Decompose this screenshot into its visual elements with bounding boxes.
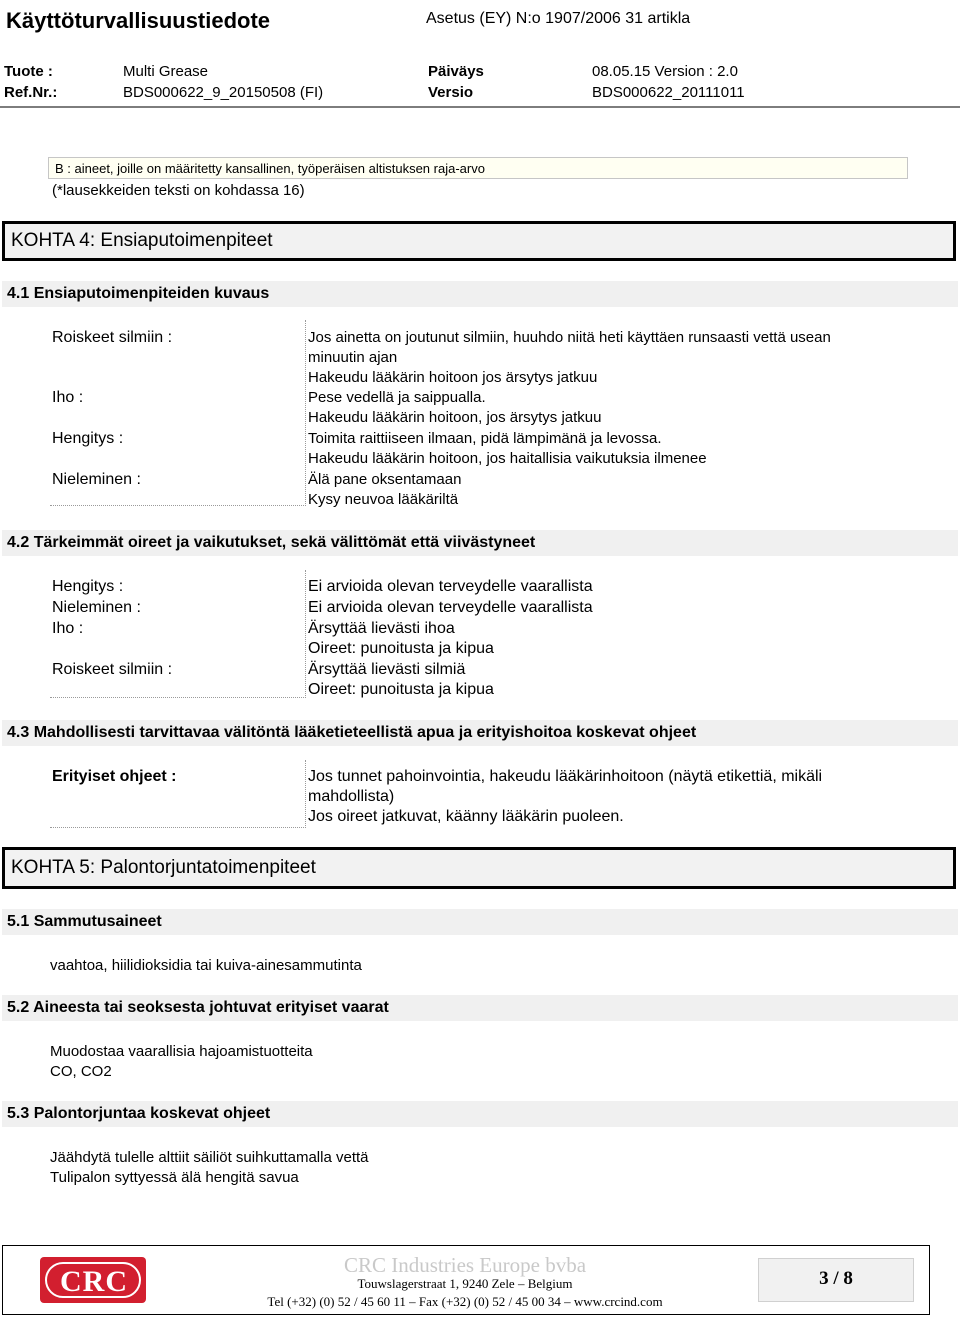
text-line: vaahtoa, hiilidioksidia tai kuiva-ainesammutinta: [50, 957, 362, 974]
text-line: CO, CO2: [50, 1063, 112, 1080]
text-line: Toimita raittiiseen ilmaan, pidä lämpimänä ja levossa.: [308, 430, 662, 447]
text-line: Ei arvioida olevan terveydelle vaarallista: [308, 599, 593, 616]
section-5-heading: KOHTA 5: Palontorjuntatoimenpiteet: [2, 847, 956, 889]
text-line: Ei arvioida olevan terveydelle vaarallista: [308, 578, 593, 595]
text-line: Jos ainetta on joutunut silmiin, huuhdo niitä heti käyttäen runsaasti vettä usean: [308, 329, 831, 346]
label-ingestion: Nieleminen :: [52, 471, 141, 488]
text-line: Hakeudu lääkärin hoitoon, jos haitallisia vaikutuksia ilmenee: [308, 450, 707, 467]
text-line: minuutin ajan: [308, 349, 398, 366]
ref-value: BDS000622_9_20150508 (FI): [123, 84, 324, 101]
company-address: Touwslagerstraat 1, 9240 Zele – Belgium: [357, 1276, 573, 1291]
label-eye-contact: Roiskeet silmiin :: [52, 329, 173, 346]
product-value: Multi Grease: [123, 63, 209, 80]
document-title: Käyttöturvallisuustiedote: [6, 8, 271, 33]
date-label: Päiväys: [428, 63, 484, 80]
label-special-instructions: Erityiset ohjeet :: [52, 768, 177, 785]
text-line: Ärsyttää lievästi silmiä: [308, 661, 466, 678]
exposure-limit-note: B : aineet, joille on määritetty kansallinen, työperäisen altistuksen raja-arvo: [48, 157, 908, 179]
ref-label: Ref.Nr.:: [4, 84, 58, 101]
page-number: 3 / 8: [819, 1268, 853, 1289]
version-label: Versio: [428, 84, 474, 101]
label-skin: Iho :: [52, 620, 84, 637]
label-ingestion: Nieleminen :: [52, 599, 141, 616]
text-line: Jäähdytä tulelle alttiit säiliöt suihkuttamalla vettä: [50, 1149, 369, 1166]
header-divider: [0, 106, 960, 108]
date-value: 08.05.15 Version : 2.0: [592, 63, 738, 80]
subsection-5-2-heading: 5.2 Aineesta tai seoksesta johtuvat erityiset vaarat: [2, 995, 958, 1021]
text-line: Ärsyttää lievästi ihoa: [308, 620, 455, 637]
label-skin: Iho :: [52, 389, 84, 406]
product-label: Tuote :: [4, 63, 53, 80]
regulation-reference: Asetus (EY) N:o 1907/2006 31 artikla: [426, 10, 691, 27]
clause-reference-note: (*lausekkeiden teksti on kohdassa 16): [52, 182, 305, 199]
subsection-5-1-heading: 5.1 Sammutusaineet: [2, 909, 958, 935]
text-line: mahdollista): [308, 788, 395, 805]
subsection-4-2-heading: 4.2 Tärkeimmät oireet ja vaikutukset, sekä välittömät että viivästyneet: [2, 530, 958, 556]
company-name: CRC Industries Europe bvba: [343, 1253, 587, 1277]
label-eye-contact: Roiskeet silmiin :: [52, 661, 173, 678]
label-inhalation: Hengitys :: [52, 430, 124, 447]
text-line: Jos tunnet pahoinvointia, hakeudu lääkärinhoitoon (näytä etikettiä, mikäli: [308, 768, 823, 785]
subsection-5-3-heading: 5.3 Palontorjuntaa koskevat ohjeet: [2, 1101, 958, 1127]
text-line: Kysy neuvoa lääkäriltä: [308, 491, 459, 508]
company-contact: Tel (+32) (0) 52 / 45 60 11 – Fax (+32) (0) 52 / 45 00 34 – www.crcind.com: [267, 1294, 663, 1309]
subsection-4-1-heading: 4.1 Ensiaputoimenpiteiden kuvaus: [2, 281, 958, 307]
label-inhalation: Hengitys :: [52, 578, 124, 595]
crc-logo-text: CRC: [60, 1265, 128, 1298]
text-line: Hakeudu lääkärin hoitoon jos ärsytys jatkuu: [308, 369, 598, 386]
text-line: Pese vedellä ja saippualla.: [308, 389, 486, 406]
text-line: Hakeudu lääkärin hoitoon, jos ärsytys jatkuu: [308, 409, 602, 426]
text-line: Tulipalon syttyessä älä hengitä savua: [50, 1169, 299, 1186]
text-line: Oireet: punoitusta ja kipua: [308, 681, 494, 698]
version-value: BDS000622_20111011: [592, 84, 745, 101]
text-line: Muodostaa vaarallisia hajoamistuotteita: [50, 1043, 313, 1060]
subsection-4-3-heading: 4.3 Mahdollisesti tarvittavaa välitöntä lääketieteellistä apua ja erityishoitoa koskevat ohjeet: [2, 720, 958, 746]
text-line: Älä pane oksentamaan: [308, 471, 462, 488]
text-line: Jos oireet jatkuvat, käänny lääkärin puoleen.: [308, 808, 624, 825]
section-4-heading: KOHTA 4: Ensiaputoimenpiteet: [2, 221, 956, 261]
text-line: Oireet: punoitusta ja kipua: [308, 640, 494, 657]
